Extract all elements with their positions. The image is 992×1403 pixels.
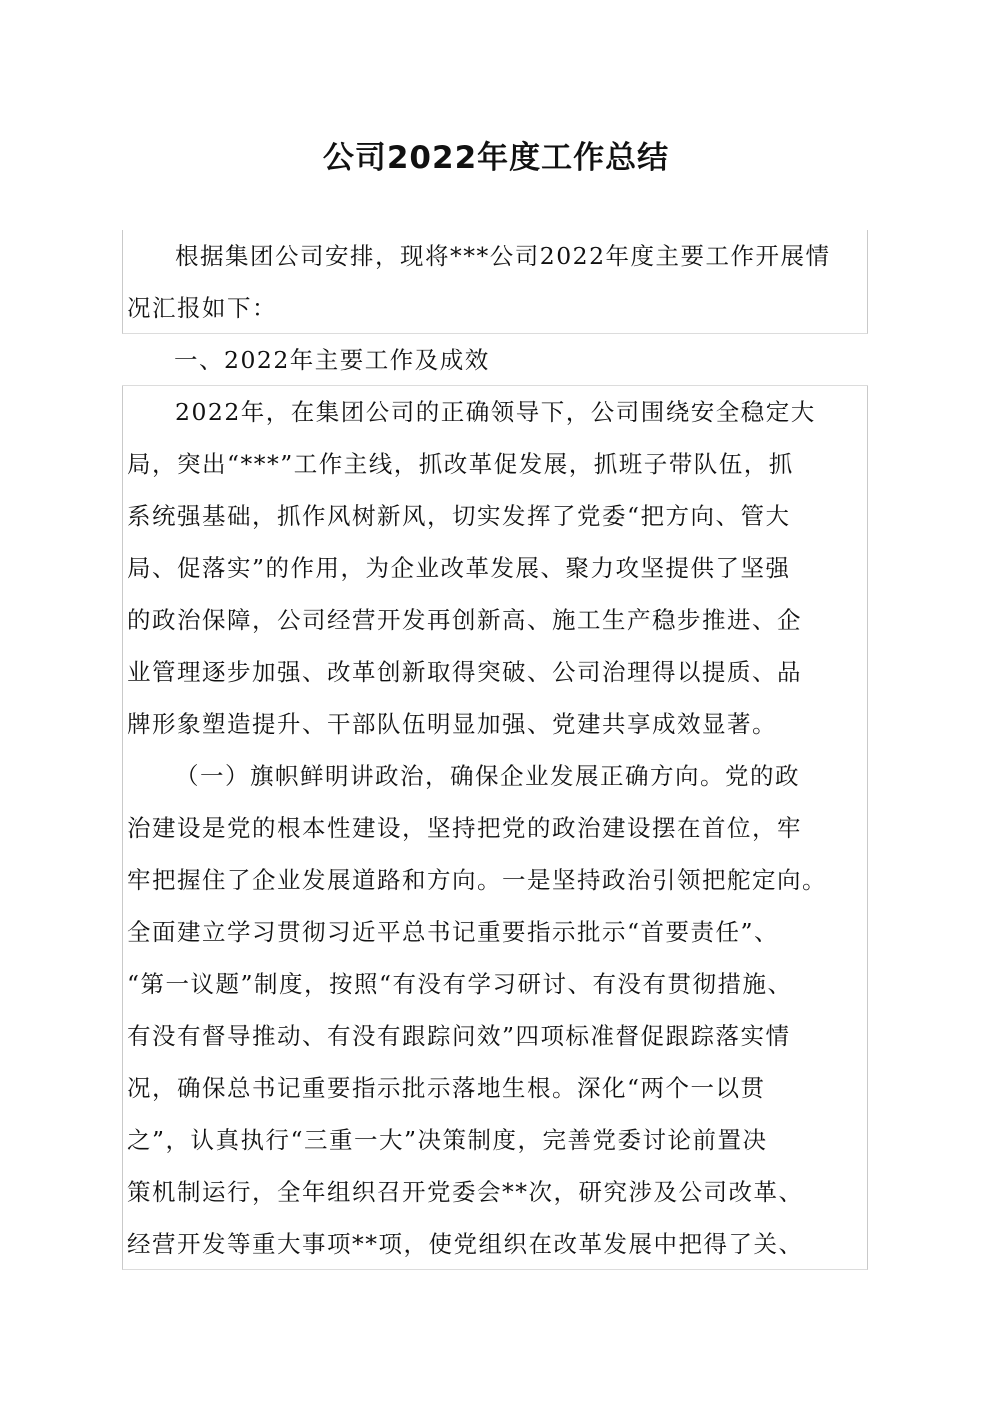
document-body (122, 230, 868, 1270)
body-line-17: 况，确保总书记重要指示批示落地生根。深化“两个一以贯 (122, 1062, 868, 1114)
document-title: 公司2022年度工作总结 (322, 140, 670, 176)
body-line-10: 牌形象塑造提升、干部队伍明显加强、党建共享成效显著。 (122, 698, 868, 750)
body-line-20: 经营开发等重大事项**项，使党组织在改革发展中把得了关、 (122, 1218, 868, 1270)
body-line-14: 全面建立学习贯彻习近平总书记重要指示批示“首要责任”、 (122, 906, 868, 958)
body-line-4: 2022年，在集团公司的正确领导下，公司围绕安全稳定大 (122, 386, 868, 438)
body-line-11: （一）旗帜鲜明讲政治，确保企业发展正确方向。党的政 (122, 750, 868, 802)
body-line-7: 局、促落实”的作用，为企业改革发展、聚力攻坚提供了坚强 (122, 542, 868, 594)
body-line-8: 的政治保障，公司经营开发再创新高、施工生产稳步推进、企 (122, 594, 868, 646)
body-line-2: 况汇报如下： (122, 282, 868, 334)
body-line-5: 局，突出“***”工作主线，抓改革促发展，抓班子带队伍，抓 (122, 438, 868, 490)
body-line-12: 治建设是党的根本性建设，坚持把党的政治建设摆在首位，牢 (122, 802, 868, 854)
section-heading: 一、2022年主要工作及成效 (122, 334, 868, 386)
body-line-13: 牢把握住了企业发展道路和方向。一是坚持政治引领把舵定向。 (122, 854, 868, 906)
body-line-16: 有没有督导推动、有没有跟踪问效”四项标准督促跟踪落实情 (122, 1010, 868, 1062)
body-line-15: “第一议题”制度，按照“有没有学习研讨、有没有贯彻措施、 (122, 958, 868, 1010)
body-line-19: 策机制运行，全年组织召开党委会**次，研究涉及公司改革、 (122, 1166, 868, 1218)
body-line-9: 业管理逐步加强、改革创新取得突破、公司治理得以提质、品 (122, 646, 868, 698)
body-line-6: 系统强基础，抓作风树新风，切实发挥了党委“把方向、管大 (122, 490, 868, 542)
body-line-18: 之”，认真执行“三重一大”决策制度，完善党委讨论前置决 (122, 1114, 868, 1166)
body-line-1: 根据集团公司安排，现将***公司2022年度主要工作开展情 (122, 230, 868, 282)
